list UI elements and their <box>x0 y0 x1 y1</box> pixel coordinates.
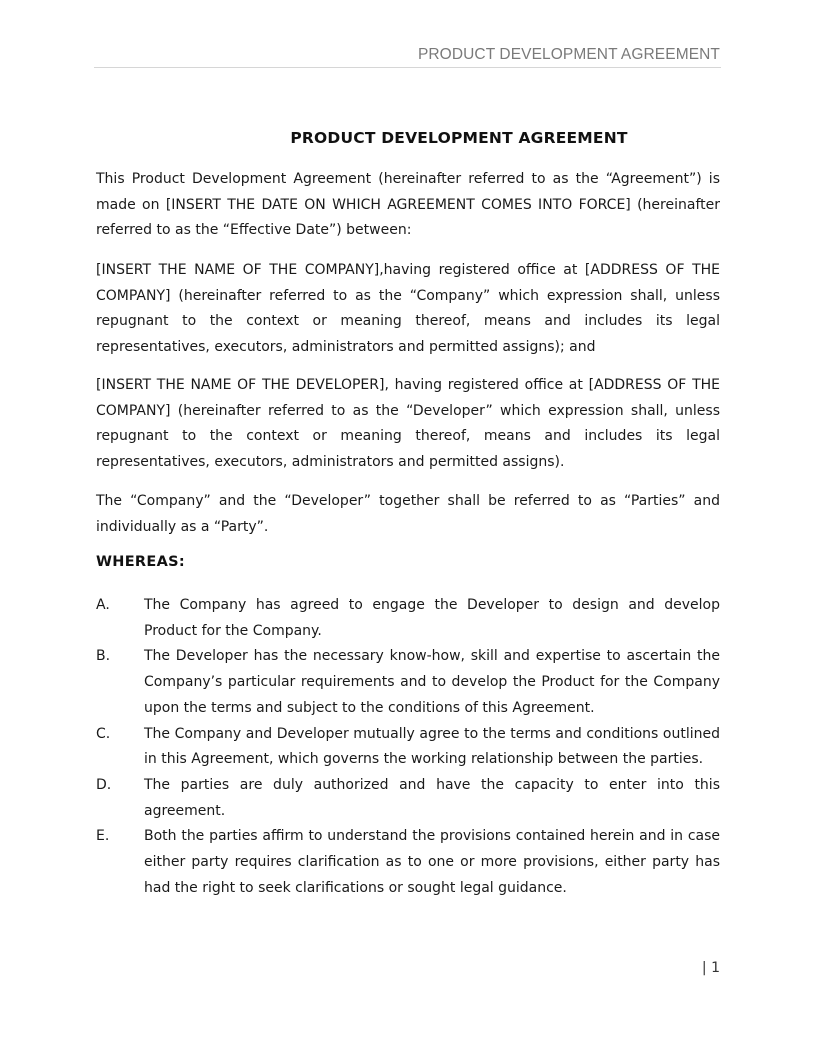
recital-text: The Developer has the necessary know-how, skill and expertise to ascertain the Company’s particular requirements and to develop the Product for the Company upon the terms and subject to the conditions of this Agreement. <box>144 648 720 716</box>
page-number: | 1 <box>701 960 720 976</box>
recital-text: Both the parties affirm to understand the provisions contained herein and in case either party requires clarification as to one or more provisions, either party has had the right to seek clarifications or sought legal guidance. <box>144 828 720 896</box>
preamble-paragraph: This Product Development Agreement (hereinafter referred to as the “Agreement”) is made on [INSERT THE DATE ON WHICH AGREEMENT COMES INTO FORCE] (hereinafter referred to as the “Effective Date”) between: <box>96 171 720 239</box>
recital-item <box>96 722 720 773</box>
recital-item <box>96 593 720 644</box>
whereas-heading: WHEREAS: <box>96 554 185 570</box>
document-title: PRODUCT DEVELOPMENT AGREEMENT <box>290 129 628 147</box>
recital-text: The parties are duly authorized and have the capacity to enter into this agreement. <box>144 776 720 819</box>
developer-party-paragraph: [INSERT THE NAME OF THE DEVELOPER], having registered office at [ADDRESS OF THE COMPANY] (hereinafter referred to as the “Developer” which expression shall, unless repugnant to the context or meaning thereof, means and includes its legal representatives, executors, administrators and permitted assigns). <box>96 377 720 471</box>
recital-item <box>96 773 720 824</box>
running-header: PRODUCT DEVELOPMENT AGREEMENT <box>417 46 720 63</box>
recital-text: The Company has agreed to engage the Developer to design and develop Product for the Company. <box>144 597 720 639</box>
recital-letter: C. <box>96 725 111 742</box>
recital-item <box>96 644 720 721</box>
recital-letter: E. <box>96 828 110 845</box>
parties-definition-paragraph: The “Company” and the “Developer” together shall be referred to as “Parties” and individually as a “Party”. <box>96 493 720 535</box>
recital-item <box>96 824 720 901</box>
recital-letter: B. <box>96 648 111 665</box>
recital-text: The Company and Developer mutually agree to the terms and conditions outlined in this Agreement, which governs the working relationship between the parties. <box>144 725 720 768</box>
company-party-paragraph: [INSERT THE NAME OF THE COMPANY],having registered office at [ADDRESS OF THE COMPANY] (hereinafter referred to as the “Company” which expression shall, unless repugnant to the context or meaning thereof, means and includes its legal representatives, executors, administrators and permitted assigns); and <box>96 262 720 356</box>
header-divider <box>94 67 721 68</box>
recital-letter: D. <box>96 776 112 793</box>
recitals-list <box>96 593 720 901</box>
recital-letter: A. <box>96 597 110 613</box>
